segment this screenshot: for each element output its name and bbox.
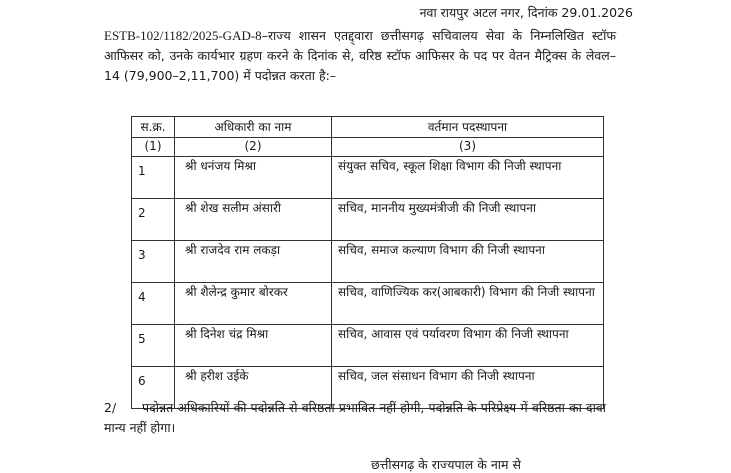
order-reference: ESTB-102/1182/2025-GAD-8 bbox=[104, 28, 262, 43]
header-sno: स.क्र. bbox=[132, 117, 175, 138]
order-paragraph bbox=[104, 26, 616, 86]
column-number-row bbox=[132, 138, 604, 157]
order-text: –राज्य शासन एतद्द्वारा छत्तीसगढ़ सचिवालय सेवा के निम्नलिखित स्टॉफ आफिसर को, उनके कार्यभार ग्रहण करने के दिनांक से, वरिष्ठ स्टॉफ आफिसर के पद पर वेतन मैट्रिक्स के लेवल–14 (79,900–2,11,700) में पदोन्नत करता है:– bbox=[104, 28, 616, 83]
row-officer-name: श्री दिनेश चंद्र मिश्रा bbox=[175, 325, 332, 367]
paragraph-2-text: पदोन्नत अधिकारियों की पदोन्नति से वरिष्ठता प्रभावित नहीं होगी, पदोन्नति के परिप्रेक्ष्य में वरिष्ठता का दावा मान्य नहीं होगा। bbox=[104, 400, 606, 435]
row-sno: 1 bbox=[132, 157, 175, 199]
row-officer-name: श्री हरीश उईके bbox=[175, 367, 332, 409]
header-posting: वर्तमान पदस्थापना bbox=[332, 117, 604, 138]
row-posting: सचिव, जल संसाधन विभाग की निजी स्थापना bbox=[332, 367, 604, 409]
table-header-row bbox=[132, 117, 604, 138]
row-officer-name: श्री धनंजय मिश्रा bbox=[175, 157, 332, 199]
paragraph-2 bbox=[104, 398, 606, 438]
paragraph-2-number: 2/ bbox=[104, 400, 117, 415]
row-officer-name: श्री राजदेव राम लकड़ा bbox=[175, 241, 332, 283]
row-sno: 5 bbox=[132, 325, 175, 367]
row-sno: 4 bbox=[132, 283, 175, 325]
table-row bbox=[132, 241, 604, 283]
row-sno: 3 bbox=[132, 241, 175, 283]
header-name: अधिकारी का नाम bbox=[175, 117, 332, 138]
row-posting: सचिव, माननीय मुख्यमंत्रीजी की निजी स्थापना bbox=[332, 199, 604, 241]
table-row bbox=[132, 325, 604, 367]
promotion-table bbox=[131, 116, 604, 409]
table-row bbox=[132, 199, 604, 241]
row-posting: संयुक्त सचिव, स्कूल शिक्षा विभाग की निजी स्थापना bbox=[332, 157, 604, 199]
col-number-2: (2) bbox=[175, 138, 332, 157]
table-row bbox=[132, 157, 604, 199]
row-sno: 2 bbox=[132, 199, 175, 241]
row-posting: सचिव, समाज कल्याण विभाग की निजी स्थापना bbox=[332, 241, 604, 283]
row-sno: 6 bbox=[132, 367, 175, 409]
signature-line: छत्तीसगढ़ के राज्यपाल के नाम से bbox=[371, 457, 521, 472]
col-number-3: (3) bbox=[332, 138, 604, 157]
row-posting: सचिव, आवास एवं पर्यावरण विभाग की निजी स्थापना bbox=[332, 325, 604, 367]
place-date: नवा रायपुर अटल नगर, दिनांक 29.01.2026 bbox=[419, 5, 633, 20]
table-row bbox=[132, 283, 604, 325]
row-officer-name: श्री शैलेन्द्र कुमार बोरकर bbox=[175, 283, 332, 325]
row-officer-name: श्री शेख सलीम अंसारी bbox=[175, 199, 332, 241]
row-posting: सचिव, वाणिज्यिक कर(आबकारी) विभाग की निजी स्थापना bbox=[332, 283, 604, 325]
col-number-1: (1) bbox=[132, 138, 175, 157]
